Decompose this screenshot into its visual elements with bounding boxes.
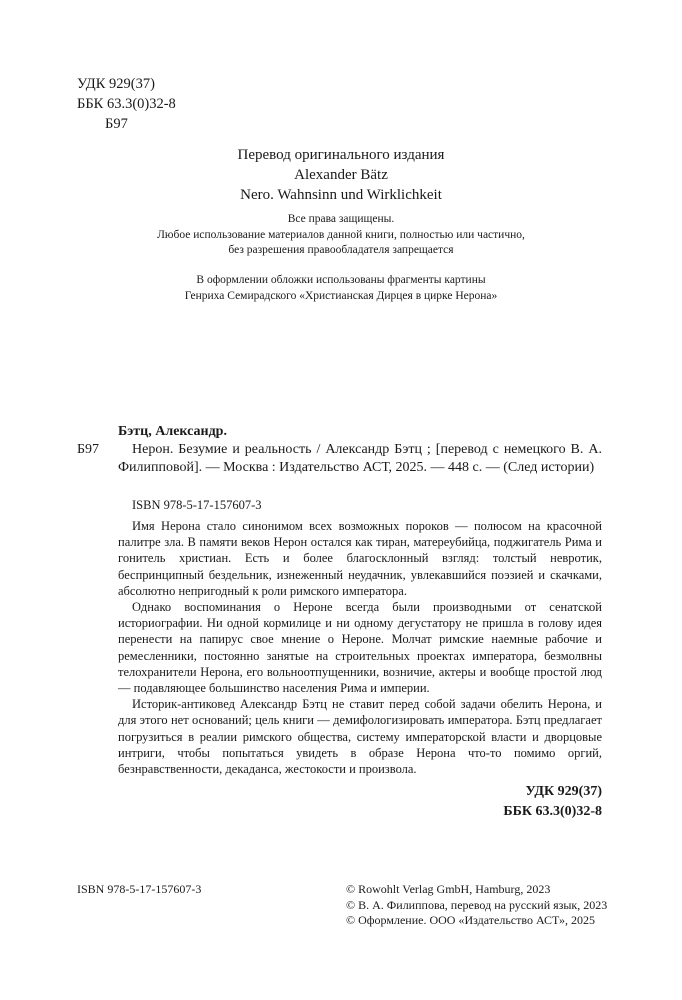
translation-line: Перевод оригинального издания: [237, 147, 445, 163]
author-code: Б97: [105, 116, 128, 132]
catalog-isbn: ISBN 978-5-17-157607-3: [132, 498, 262, 512]
annotation-paragraph: Историк-антиковед Александр Бэтц не ставит перед собой задачи обелить Нерона, и для этого нет оснований; цель книги — демифологизировать императора. Бэтц предлагает погрузиться в реалии римского общества, систему императорской власти и дворцовые интриги, чтобы попытаться увидеть в образе Нерона что-то помимо оргий, безнравственности, декаданса, жестокости и произвола.: [118, 697, 602, 777]
cover-line: Генриха Семирадского «Христианская Дирцея в цирке Нерона»: [184, 289, 498, 302]
annotation-paragraph: Имя Нерона стало синонимом всех возможных пороков — полюсом на красочной палитре зла. В памяти веков Нерон остался как тиран, матереубийца, поджигатель Рима и гонитель христиан. Есть и более благосклонный взгляд: толстый невротик, беспринципный бездельник, изнеженный неудачник, увлекавшийся поэзией и скачками, абсолютно непригодный к роли римского императора.: [118, 519, 602, 598]
cover-line: В оформлении обложки использованы фрагменты картины: [196, 274, 486, 286]
original-author: Alexander Bätz: [294, 167, 388, 183]
rights-notice: [0, 212, 682, 259]
rights-line: Любое использование материалов данной книги, полностью или частично,: [157, 228, 525, 241]
bbk-code: ББК 63.3(0)32-8: [77, 96, 176, 112]
catalog-author-heading: Бэтц, Александр.: [118, 424, 227, 439]
rights-line: Все права защищены.: [287, 213, 395, 225]
translation-note: [0, 145, 682, 205]
catalog-classification: [0, 782, 602, 822]
catalog-description: Нерон. Безумие и реальность / Александр Бэтц ; [перевод с немецкого В. А. Филипповой]. — Москва : Издательство АСТ, 2025. — 448 с. — (След истории): [118, 442, 602, 475]
copyright-line: © Оформление. ООО «Издательство АСТ», 2025: [346, 913, 596, 927]
catalog-udk: УДК 929(37): [525, 784, 602, 799]
classification-block: [77, 74, 176, 134]
catalog-bbk: ББК 63.3(0)32-8: [503, 804, 602, 819]
cover-note: [0, 273, 682, 304]
footer-isbn: ISBN 978-5-17-157607-3: [77, 882, 202, 896]
udk-code: УДК 929(37): [77, 76, 155, 92]
catalog-side-code: Б97: [77, 442, 100, 457]
copyright-line: © Rowohlt Verlag GmbH, Hamburg, 2023: [346, 882, 551, 896]
annotation: [118, 518, 602, 777]
copyright-line: © В. А. Филиппова, перевод на русский язык, 2023: [346, 897, 608, 912]
copyright-block: [346, 882, 607, 929]
annotation-paragraph: Однако воспоминания о Нероне всегда были производными от сенатской историографии. Ни одной кормилице и ни одному дегустатору не пришла в голову идея перенести на папирус свое мнение о Нероне. Молчат римские наемные рабочие и ремесленники, постоянно занятые на строительных проектах императора, безмолвны телохранители Нерона, его вольноотпущенники, возничие, актеры и вообще простой люд — подавляющее большинство населения Рима и империи.: [118, 600, 602, 696]
rights-line: без разрешения правообладателя запрещается: [228, 244, 454, 256]
original-title: Nero. Wahnsinn und Wirklichkeit: [240, 187, 442, 203]
